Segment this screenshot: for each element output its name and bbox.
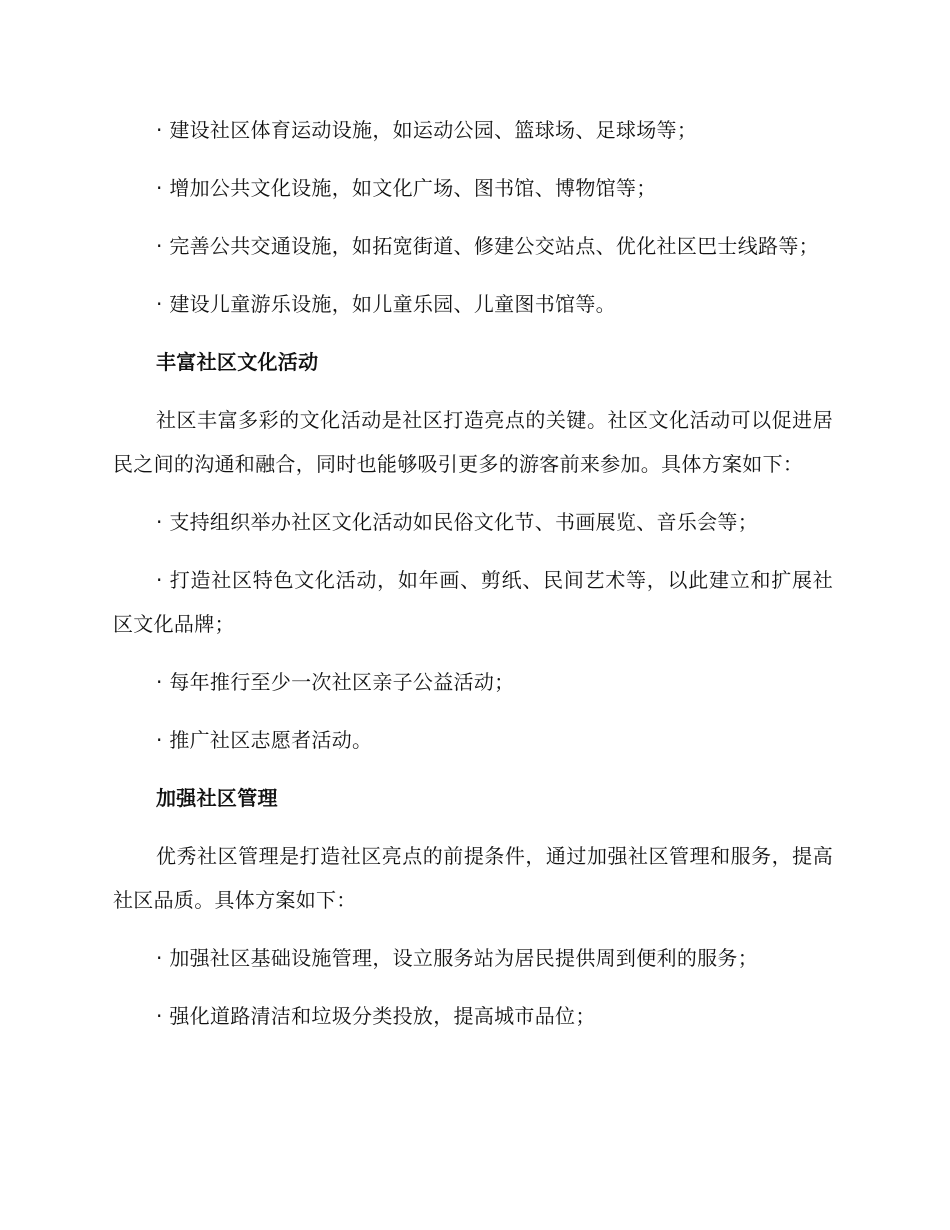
section-heading: 丰富社区文化活动	[156, 350, 319, 374]
bullet-item: · 建设儿童游乐设施，如儿童乐园、儿童图书馆等。	[156, 292, 616, 316]
section-heading: 加强社区管理	[156, 786, 278, 810]
bullet-item: · 每年推行至少一次社区亲子公益活动；	[156, 670, 515, 694]
bullet-item: · 加强社区基础设施管理，设立服务站为居民提供周到便利的服务；	[156, 946, 759, 970]
bullet-item: · 推广社区志愿者活动。	[156, 728, 373, 752]
document-body	[113, 108, 833, 1052]
bullet-item: · 支持组织举办社区文化活动如民俗文化节、书画展览、音乐会等；	[156, 510, 759, 534]
bullet-item: · 强化道路清洁和垃圾分类投放，提高城市品位；	[156, 1004, 596, 1028]
body-paragraph: 社区丰富多彩的文化活动是社区打造亮点的关键。社区文化活动可以促进居民之间的沟通和融合，同时也能够吸引更多的游客前来参加。具体方案如下：	[113, 408, 833, 476]
bullet-item: · 增加公共文化设施，如文化广场、图书馆、博物馆等；	[156, 176, 657, 200]
body-paragraph: 优秀社区管理是打造社区亮点的前提条件，通过加强社区管理和服务，提高社区品质。具体方案如下：	[113, 844, 833, 912]
bullet-item: · 打造社区特色文化活动，如年画、剪纸、民间艺术等，以此建立和扩展社区文化品牌；	[113, 568, 833, 636]
bullet-item: · 建设社区体育运动设施，如运动公园、篮球场、足球场等；	[156, 118, 698, 142]
bullet-item: · 完善公共交通设施，如拓宽街道、修建公交站点、优化社区巴士线路等；	[156, 234, 819, 258]
